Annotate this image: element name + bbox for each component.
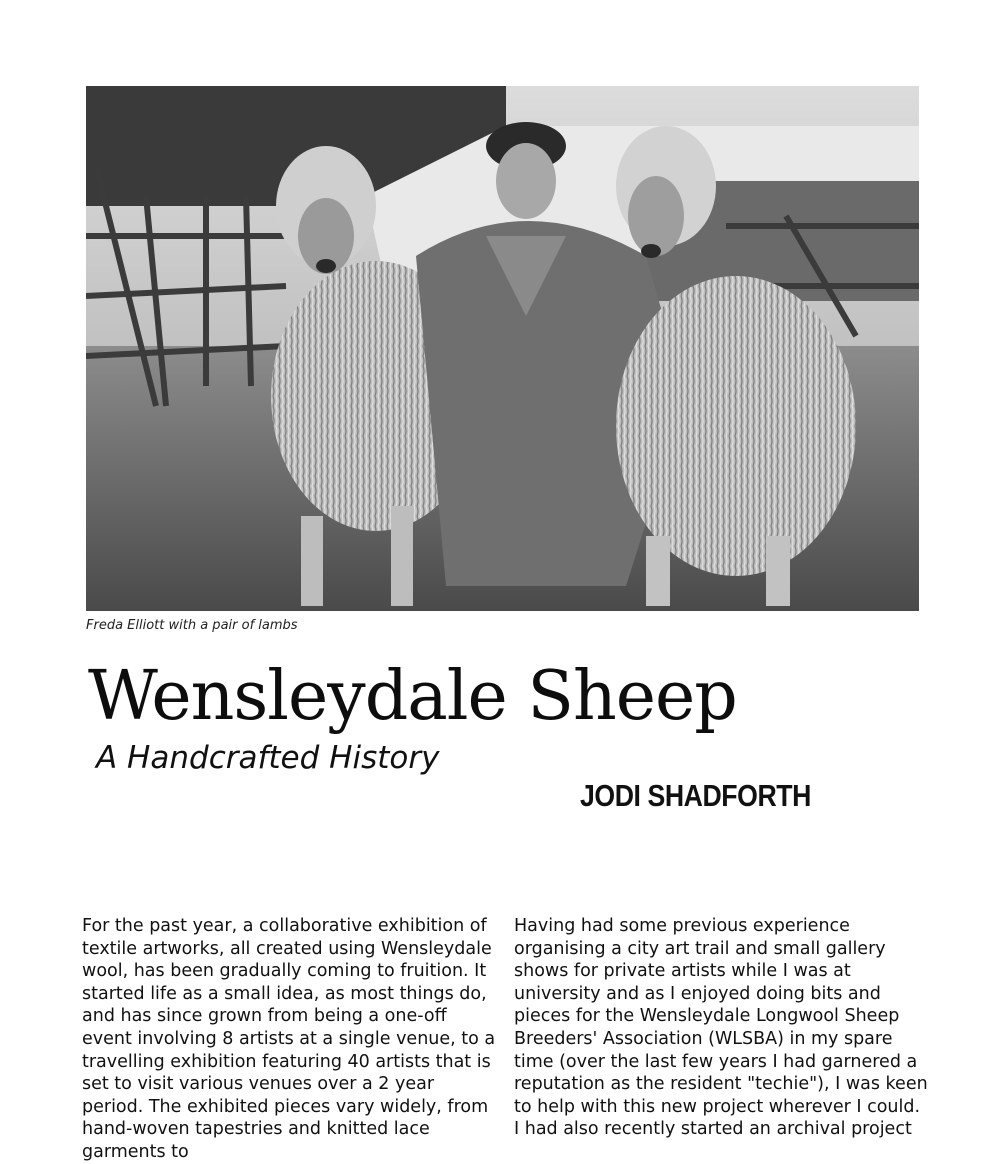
article-photo: [86, 86, 919, 611]
body-paragraph: For the past year, a collaborative exhibition of textile artworks, all created using Wensleydale wool, has been gradually coming to fruition. It started life as a small idea, as most things do, and has since grown from being a one-off event involving 8 artists at a single venue, to a travelling exhibition featuring 40 artists that is set to visit various venues over a 2 year period. The exhibited pieces vary widely, from hand-woven tapestries and knitted lace garments to: [82, 916, 496, 1162]
photo-illustration: [86, 86, 919, 611]
article-column-right: [514, 915, 928, 1141]
article-author: JODI SHADFORTH: [580, 778, 811, 813]
article-title: Wensleydale Sheep: [88, 657, 737, 736]
article-subtitle: A Handcrafted History: [96, 740, 440, 776]
photo-caption: Freda Elliott with a pair of lambs: [86, 618, 298, 633]
article-column-left: [82, 915, 496, 1164]
body-paragraph: Having had some previous experience organising a city art trail and small gallery shows for private artists while I was at university and as I enjoyed doing bits and pieces for the Wensleydale Longwool Sheep Breeders' Association (WLSBA) in my spare time (over the last few years I had garnered a reputation as the resident "techie"), I was keen to help with this new project wherever I could. I had also recently started an archival project: [514, 916, 928, 1140]
